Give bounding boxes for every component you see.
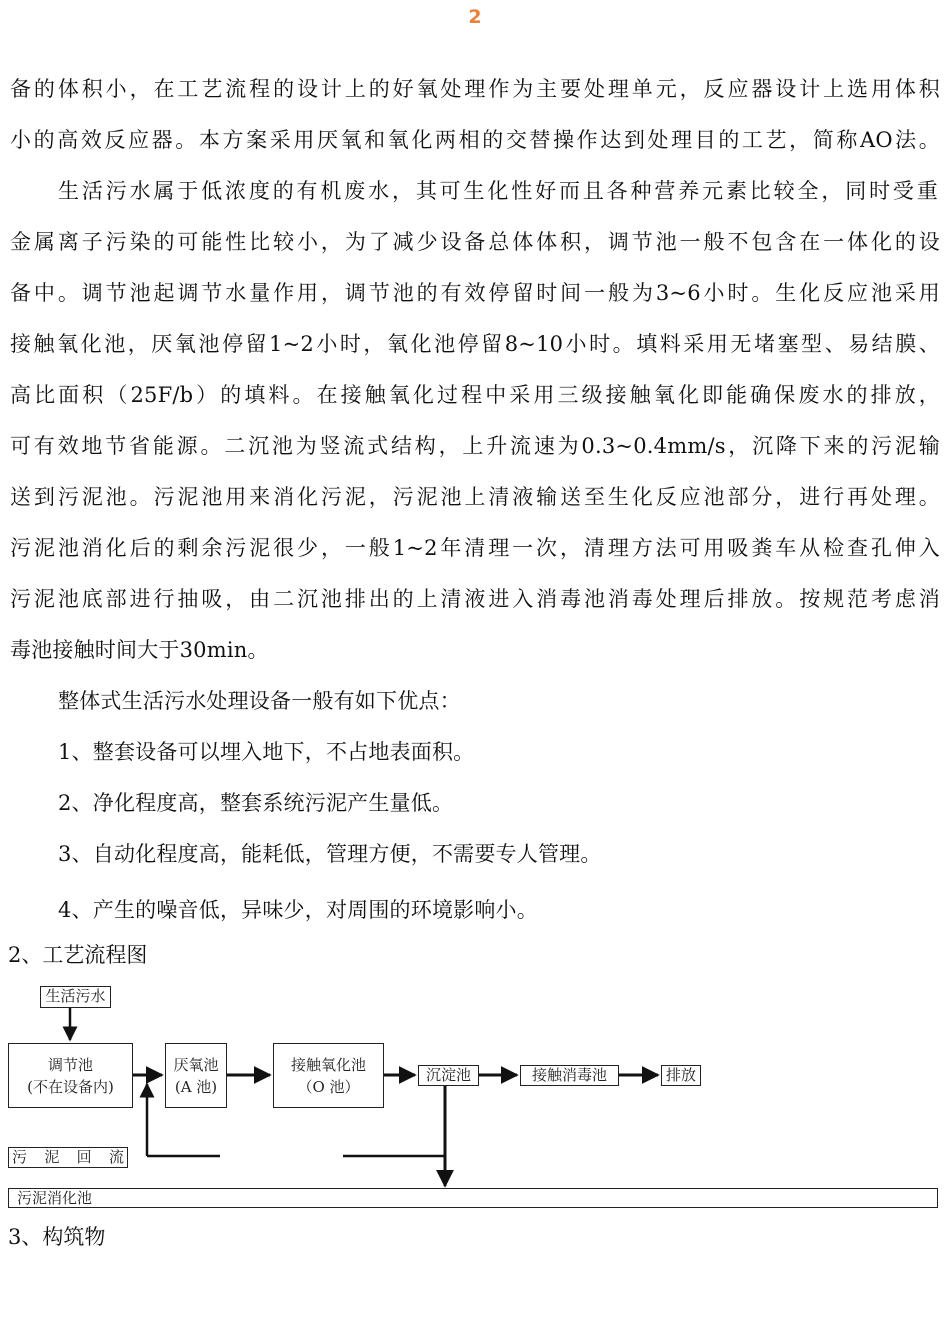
anaerobic-tank-box (165, 1043, 227, 1108)
sludge-return-char-3: 回 (76, 1148, 92, 1166)
para2-line-2: 金属离子污染的可能性比较小，为了减少设备总体体积，调节池一般不包含在一体化的设 (10, 230, 940, 254)
disinfection-tank-box (520, 1065, 619, 1086)
oxidation-tank-label: 接触氧化池 (290, 1055, 366, 1074)
regulating-tank-note: (不在设备内) (27, 1077, 114, 1096)
para2-line-9: 污泥池底部进行抽吸，由二沉池排出的上清液进入消毒池消毒处理后排放。按规范考虑消 (10, 587, 940, 611)
advantage-item-2: 2、净化程度高，整套系统污泥产生量低。 (58, 791, 454, 815)
anaerobic-tank-note: (A 池) (174, 1077, 218, 1096)
sludge-return-char-1: 污 (12, 1148, 28, 1166)
advantages-intro: 整体式生活污水处理设备一般有如下优点： (58, 689, 461, 713)
discharge-label: 排放 (665, 1066, 696, 1084)
para1-line-1: 备的体积小，在工艺流程的设计上的好氧处理作为主要处理单元，反应器设计上选用体积 (10, 77, 940, 101)
source-sewage-label: 生活污水 (45, 987, 106, 1005)
section-3-title: 3、构筑物 (8, 1225, 106, 1249)
para2-line-3: 备中。调节池起调节水量作用，调节池的有效停留时间一般为3~6小时。生化反应池采用 (10, 281, 940, 305)
para2-line-6: 可有效地节省能源。二沉池为竖流式结构，上升流速为0.3~0.4mm/s，沉降下来的污泥输 (10, 434, 940, 458)
disinfection-tank-label: 接触消毒池 (531, 1066, 607, 1084)
para2-line-10: 毒池接触时间大于30min。 (10, 638, 269, 662)
sludge-return-char-4: 流 (108, 1148, 124, 1166)
para2-line-7: 送到污泥池。污泥池用来消化污泥，污泥池上清液输送至生化反应池部分，进行再处理。 (10, 485, 940, 509)
sludge-digestion-label: 污泥消化池 (17, 1189, 93, 1207)
oxidation-tank-box (273, 1043, 384, 1108)
page-number: 2 (468, 6, 482, 28)
anaerobic-tank-label: 厌氧池 (173, 1055, 219, 1074)
settling-tank-box (418, 1065, 479, 1086)
advantage-item-4: 4、产生的噪音低，异味少，对周围的环境影响小。 (58, 898, 538, 922)
regulating-tank-box (8, 1043, 133, 1108)
regulating-tank-label: 调节池 (47, 1055, 93, 1074)
sludge-return-char-2: 泥 (44, 1148, 60, 1166)
para2-line-4: 接触氧化池，厌氧池停留1~2小时，氧化池停留8~10小时。填料采用无堵塞型、易结膜、 (10, 332, 940, 356)
sludge-digestion-box (8, 1188, 938, 1208)
source-sewage-box (40, 986, 111, 1008)
para1-line-2: 小的高效反应器。本方案采用厌氧和氧化两相的交替操作达到处理目的工艺，简称AO法。 (10, 128, 940, 152)
advantage-item-1: 1、整套设备可以埋入地下，不占地表面积。 (58, 740, 475, 764)
advantage-item-3: 3、自动化程度高，能耗低，管理方便，不需要专人管理。 (58, 842, 602, 866)
sludge-return-box (8, 1147, 128, 1168)
discharge-box (661, 1065, 701, 1086)
section-2-title: 2、工艺流程图 (8, 943, 148, 967)
settling-tank-label: 沉淀池 (425, 1066, 471, 1084)
para2-line-8: 污泥池消化后的剩余污泥很少，一般1~2年清理一次，清理方法可用吸粪车从检查孔伸入 (10, 536, 940, 560)
para2-line-5: 高比面积（25F/b）的填料。在接触氧化过程中采用三级接触氧化即能确保废水的排放， (10, 383, 940, 407)
para2-line-1: 生活污水属于低浓度的有机废水，其可生化性好而且各种营养元素比较全，同时受重 (58, 179, 938, 203)
oxidation-tank-note: （O 池） (297, 1077, 360, 1096)
